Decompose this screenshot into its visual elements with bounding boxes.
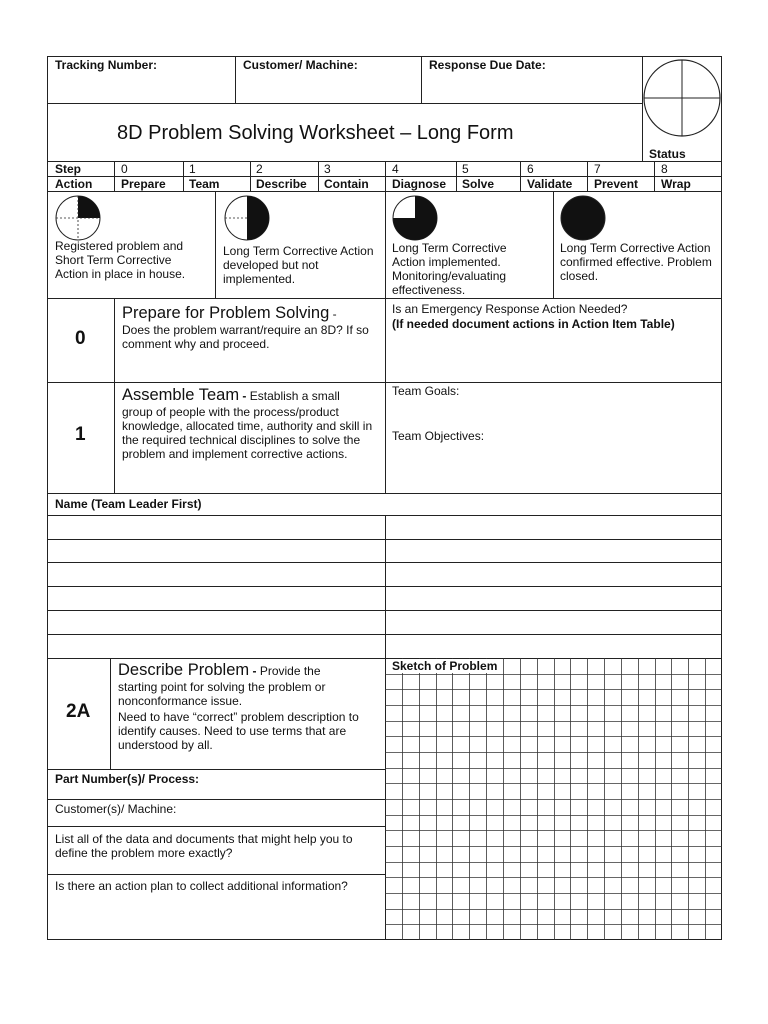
section-1-intro: Establish a small (249, 389, 340, 403)
section-1-heading: Assemble Team (122, 386, 240, 404)
emergency-response-question: Is an Emergency Response Action Needed? (392, 302, 628, 316)
customers-machine-label: Customer(s)/ Machine: (55, 802, 177, 816)
team-name-field[interactable] (48, 563, 384, 585)
customer-machine-label: Customer/ Machine: (243, 58, 358, 72)
team-name-field[interactable] (386, 540, 721, 561)
page-title: 8D Problem Solving Worksheet – Long Form (117, 122, 514, 144)
section-2a-dash: - (249, 664, 260, 678)
three-quarter-filled-circle-icon (391, 194, 439, 242)
section-0-dash: - (329, 307, 337, 321)
step-action-prevent: Prevent (594, 177, 639, 191)
tracking-number-label: Tracking Number: (55, 58, 158, 72)
section-0-number: 0 (75, 328, 86, 349)
step-action-describe: Describe (256, 177, 307, 191)
legend-text-half: Long Term Corrective Action developed but not implemented. (223, 244, 374, 286)
step-action-team: Team (189, 177, 220, 191)
section-2a-intro: Provide the (259, 664, 321, 678)
part-numbers-label: Part Number(s)/ Process: (55, 772, 200, 786)
section-2a-body-1: starting point for solving the problem or nonconformance issue. (118, 680, 326, 708)
status-circle-icon (642, 56, 722, 146)
step-number-5: 5 (462, 162, 469, 176)
step-label: Step (55, 162, 82, 176)
team-name-field[interactable] (48, 516, 384, 538)
section-0-heading: Prepare for Problem Solving (122, 304, 330, 322)
data-documents-label: List all of the data and documents that might help you to define the problem more exactly? (55, 832, 353, 860)
step-number-3: 3 (324, 162, 331, 176)
quarter-filled-circle-icon (54, 194, 102, 242)
team-name-field[interactable] (386, 516, 721, 538)
team-goals-label: Team Goals: (392, 384, 460, 398)
step-number-4: 4 (392, 162, 399, 176)
step-action-wrap: Wrap (661, 177, 691, 191)
team-name-field[interactable] (386, 563, 721, 585)
section-1-dash: - (239, 389, 250, 403)
step-number-8: 8 (661, 162, 668, 176)
step-action-prepare: Prepare (121, 177, 166, 191)
action-plan-label: Is there an action plan to collect additional information? (55, 879, 348, 893)
sketch-grid[interactable] (385, 658, 722, 940)
step-number-7: 7 (594, 162, 601, 176)
team-name-field[interactable] (386, 611, 721, 633)
step-number-1: 1 (189, 162, 196, 176)
team-names-label: Name (Team Leader First) (55, 497, 202, 511)
step-action-diagnose: Diagnose (392, 177, 447, 191)
team-name-field[interactable] (48, 611, 384, 633)
section-1-body: group of people with the process/product knowledge, allocated time, authority and skill in the required technical disciplines to solve the problem and implement corrective actions. (122, 405, 373, 461)
section-2a-number: 2A (66, 701, 91, 722)
sketch-of-problem-label: Sketch of Problem (392, 659, 501, 673)
step-number-0: 0 (121, 162, 128, 176)
section-0-body: Does the problem warrant/require an 8D? If so comment why and proceed. (122, 323, 369, 351)
step-action-contain: Contain (324, 177, 369, 191)
status-label: Status (649, 147, 686, 161)
step-number-6: 6 (527, 162, 534, 176)
legend-text-three-quarter: Long Term Corrective Action implemented. Monitoring/evaluating effectiveness. (392, 241, 507, 297)
emergency-response-note: (If needed document actions in Action Item Table) (392, 317, 675, 331)
team-name-field[interactable] (386, 587, 721, 609)
team-name-field[interactable] (48, 587, 384, 609)
team-objectives-label: Team Objectives: (392, 429, 485, 443)
section-1-number: 1 (75, 424, 86, 445)
response-due-date-label: Response Due Date: (429, 58, 546, 72)
team-name-field[interactable] (48, 540, 384, 561)
legend-text-quarter: Registered problem and Short Term Corrective Action in place in house. (55, 239, 186, 281)
half-filled-circle-icon (223, 194, 271, 242)
step-number-2: 2 (256, 162, 263, 176)
team-name-field[interactable] (386, 635, 721, 657)
legend-text-full: Long Term Corrective Action confirmed effective. Problem closed. (560, 241, 712, 283)
full-filled-circle-icon (559, 194, 607, 242)
team-name-field[interactable] (48, 635, 384, 657)
step-action-validate: Validate (527, 177, 573, 191)
section-2a-body-2: Need to have “correct” problem description to identify causes. Need to use terms that are understood by all. (118, 710, 359, 752)
action-label: Action (55, 177, 93, 191)
step-action-solve: Solve (462, 177, 495, 191)
section-2a-heading: Describe Problem (118, 661, 250, 679)
